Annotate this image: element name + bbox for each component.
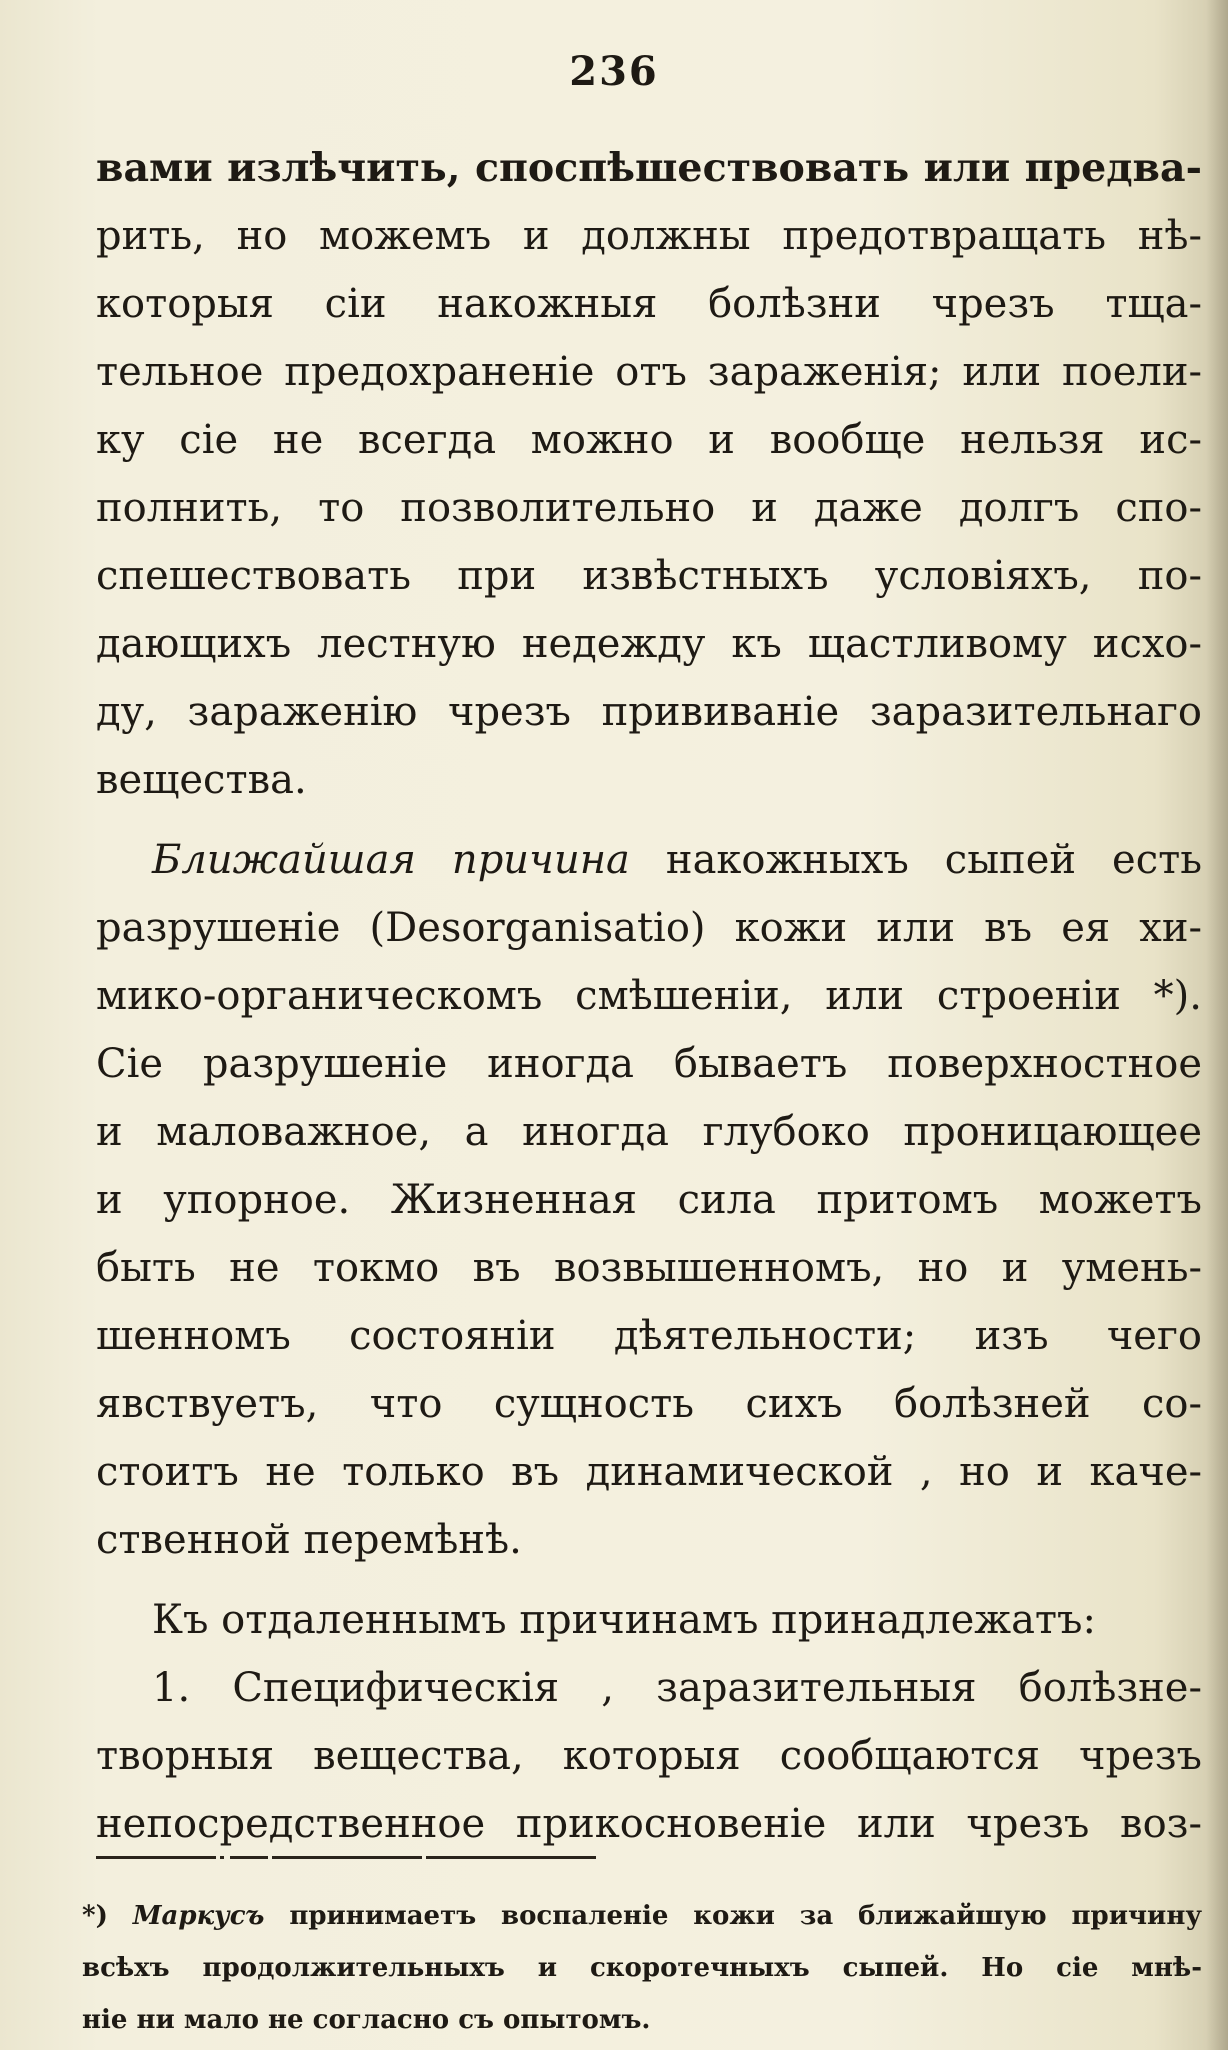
page-number: 236 <box>569 48 659 95</box>
text-line: явствуетъ, что сущность сихъ болѣзней со- <box>96 1381 1202 1427</box>
main-text <box>96 134 1202 1858</box>
text-line: вами излѣчить, споспѣшествовать или предва- <box>96 145 1202 191</box>
text-line: творныя вещества, которыя сообщаются чрезъ <box>96 1733 1202 1779</box>
text-line: шенномъ состояніи дѣятельности; изъ чего <box>96 1313 1202 1359</box>
text-line: тельное предохраненіе отъ зараженія; или поели- <box>96 349 1202 395</box>
footnote-marker: *) <box>82 1901 108 1931</box>
text-line: ку сіе не всегда можно и вообще нельзя ис- <box>96 417 1202 463</box>
text-line <box>96 826 1202 894</box>
text-line: ственной перемѣнѣ. <box>96 1517 522 1563</box>
italic-term: Ближайшая причина <box>152 837 630 883</box>
text-line: непосредственное прикосновеніе или чрезъ воз- <box>96 1801 1202 1847</box>
text-line: мико-органическомъ смѣшеніи, или строеніи *). <box>96 973 1202 1019</box>
text-line: вещества. <box>96 757 307 803</box>
text-line: 1. Специфическія , заразительныя болѣзне- <box>152 1665 1202 1711</box>
text-line: и маловажное, а иногда глубоко проницающее <box>96 1109 1202 1155</box>
text-line: Сіе разрушеніе иногда бываетъ поверхностное <box>96 1041 1202 1087</box>
text-run: принимаетъ воспаленіе кожи за ближайшую причину <box>264 1901 1202 1931</box>
text-line: полнить, то позволительно и даже долгъ спо- <box>96 485 1202 531</box>
text-line: ду, зараженію чрезъ прививаніе заразительнаго <box>96 689 1202 735</box>
text-line: дающихъ лестную недежду къ щастливому исхо- <box>96 621 1202 667</box>
text-line: быть не токмо въ возвышенномъ, но и умень- <box>96 1245 1202 1291</box>
footnote <box>82 1890 1202 2046</box>
footnote-line <box>82 1890 1202 1942</box>
text-line: и упорное. Жизненная сила притомъ можетъ <box>96 1177 1202 1223</box>
text-line: стоитъ не только въ динамической , но и каче- <box>96 1449 1202 1495</box>
text-line: спешествовать при извѣстныхъ условіяхъ, по- <box>96 553 1202 599</box>
footnote-rule <box>96 1856 596 1862</box>
text-line: которыя сіи накожныя болѣзни чрезъ тща- <box>96 281 1202 327</box>
text-line: разрушеніе (Desorganisatio) кожи или въ ея хи- <box>96 905 1202 951</box>
text-line: рить, но можемъ и должны предотвращать нѣ- <box>96 213 1202 259</box>
text-line: Къ отдаленнымъ причинамъ принадлежатъ: <box>152 1597 1096 1643</box>
text-run: накожныхъ сыпей есть <box>629 837 1203 883</box>
page-edge-shadow <box>1206 0 1228 2050</box>
footnote-line: всѣхъ продолжительныхъ и скоротечныхъ сыпей. Но сіе мнѣ- <box>82 1953 1202 1983</box>
footnote-author: Маркусъ <box>132 1901 265 1931</box>
footnote-line: ніе ни мало не согласно съ опытомъ. <box>82 2005 651 2035</box>
